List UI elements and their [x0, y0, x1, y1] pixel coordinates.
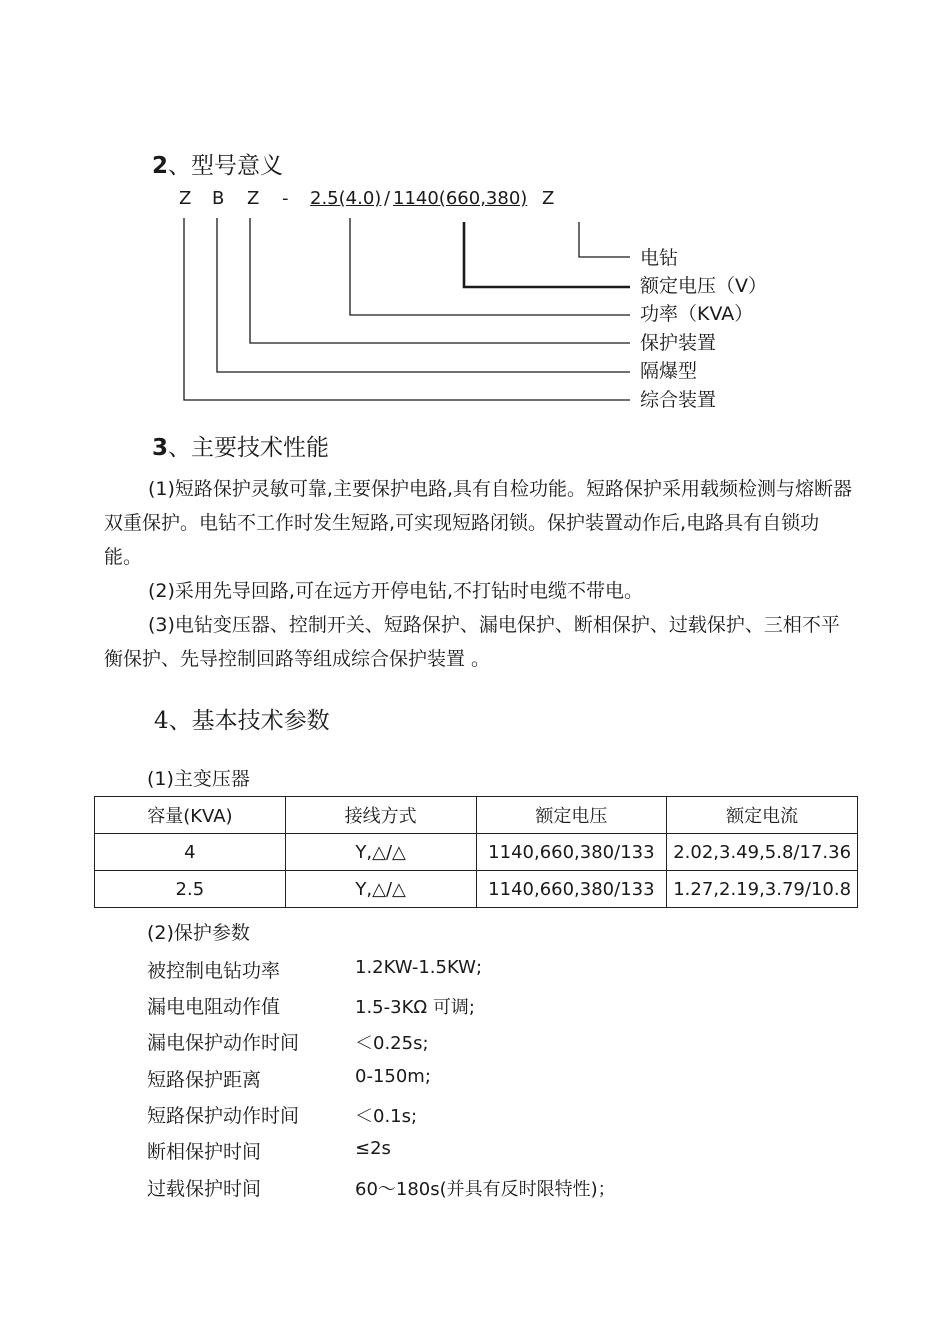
- code-z3: Z: [542, 188, 555, 209]
- legend-power: 功率（KVA）: [640, 303, 754, 325]
- param-value: ＜0.1s;: [355, 1106, 418, 1127]
- param-label: 断相保护时间: [147, 1141, 262, 1163]
- table-cell: 2.5: [95, 871, 286, 908]
- param-value: ≤2s: [355, 1138, 391, 1159]
- legend-electric-drill: 电钻: [640, 247, 679, 269]
- performance-item-3: (3)电钻变压器、控制开关、短路保护、漏电保护、断相保护、过载保护、三相不平衡保护、先导控制回路等组成综合保护装置 。: [104, 614, 840, 670]
- col-wiring: 接线方式: [285, 797, 476, 834]
- transformer-heading: (1)主变压器: [147, 768, 250, 790]
- line-explosion-proof: [217, 218, 630, 372]
- param-label: 短路保护动作时间: [147, 1105, 300, 1127]
- col-capacity: 容量(KVA): [95, 797, 286, 834]
- protection-heading: (2)保护参数: [147, 922, 250, 944]
- section-2-title: 、型号意义: [168, 153, 284, 179]
- table-row: [95, 834, 858, 871]
- param-label: 短路保护距离: [147, 1069, 262, 1091]
- param-value: 1.5-3KΩ 可调;: [355, 997, 475, 1018]
- performance-item-2: (2)采用先导回路,可在远方开停电钻,不打钻时电缆不带电。: [148, 580, 643, 602]
- param-value: 60～180s(并具有反时限特性)；: [355, 1179, 616, 1200]
- param-label: 漏电电阻动作值: [147, 996, 281, 1018]
- line-power: [350, 218, 630, 315]
- transformer-table: [94, 796, 858, 908]
- line-integrated-device: [184, 218, 630, 400]
- col-rated-voltage: 额定电压: [476, 797, 667, 834]
- table-cell: 4: [95, 834, 286, 871]
- line-electric-drill: [579, 222, 630, 257]
- legend-protection-device: 保护装置: [640, 332, 717, 354]
- section-4-heading: 4、基本技术参数: [154, 708, 330, 734]
- legend-integrated-device: 综合装置: [640, 389, 717, 411]
- table-cell: Y,△/△: [285, 871, 476, 908]
- code-z1: Z: [179, 188, 192, 209]
- performance-text: [104, 472, 854, 676]
- param-value: 0-150m;: [355, 1066, 431, 1087]
- section-3-number: 3: [152, 435, 169, 461]
- line-rated-voltage: [464, 222, 630, 287]
- col-rated-current: 额定电流: [667, 797, 858, 834]
- table-cell: 1.27,2.19,3.79/10.8: [667, 871, 858, 908]
- section-3-heading: [152, 429, 329, 462]
- table-header-row: [95, 797, 858, 834]
- line-protection-device: [250, 218, 630, 343]
- code-power-text: 2.5(4.0): [310, 188, 382, 209]
- param-value: ＜0.25s;: [355, 1033, 429, 1054]
- code-voltage-text: 1140(660,380): [393, 188, 528, 209]
- param-label: 被控制电钻功率: [147, 960, 281, 982]
- param-label: 漏电保护动作时间: [147, 1032, 300, 1054]
- code-b: B: [212, 188, 225, 209]
- table-row: [95, 871, 858, 908]
- param-label: 过载保护时间: [147, 1178, 262, 1200]
- performance-item-1: (1)短路保护灵敏可靠,主要保护电路,具有自检功能。短路保护采用载频检测与熔断器双重保护。电钻不工作时发生短路,可实现短路闭锁。保护装置动作后,电路具有自锁功能。: [104, 478, 852, 568]
- table-cell: Y,△/△: [285, 834, 476, 871]
- legend-explosion-proof: 隔爆型: [640, 360, 698, 382]
- table-cell: 1140,660,380/133: [476, 834, 667, 871]
- model-diagram-lines: [0, 0, 950, 420]
- section-2-number: 2: [152, 153, 169, 179]
- table-cell: 1140,660,380/133: [476, 871, 667, 908]
- param-value: 1.2KW-1.5KW;: [355, 957, 483, 978]
- legend-rated-voltage: 额定电压（V）: [640, 275, 767, 297]
- table-cell: 2.02,3.49,5.8/17.36: [667, 834, 858, 871]
- code-dash: -: [282, 188, 289, 209]
- code-z2: Z: [247, 188, 260, 209]
- code-slash: /: [384, 188, 391, 209]
- section-3-title: 、主要技术性能: [168, 435, 330, 461]
